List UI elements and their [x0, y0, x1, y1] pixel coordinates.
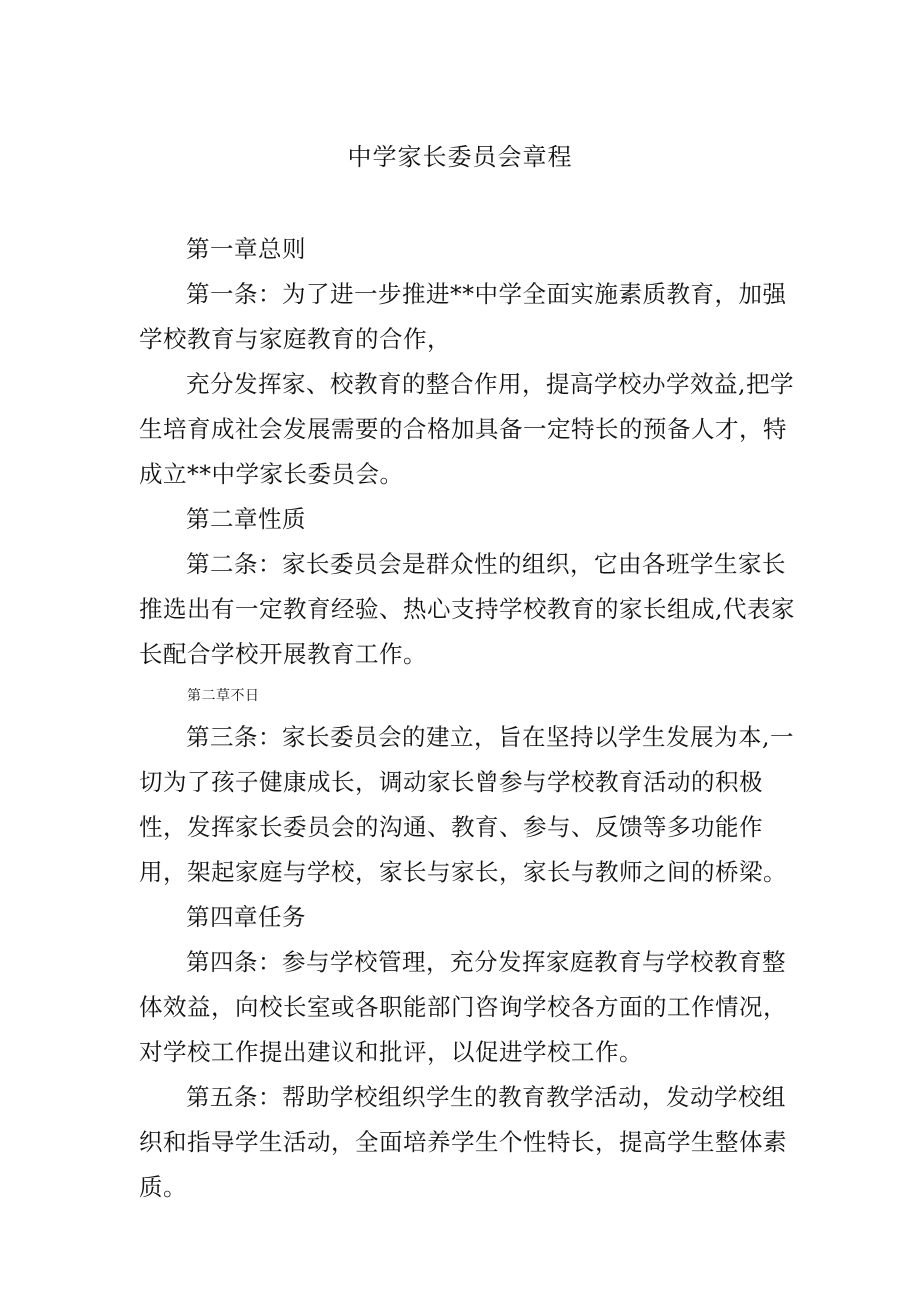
article-5: 第五条：帮助学校组织学生的教育教学活动，发动学校组织和指导学生活动，全面培养学生个性特长，提高学生整体素质。: [139, 1083, 787, 1201]
chapter-3-heading: 第二草不日: [187, 688, 260, 704]
article-1-part-2: 充分发挥家、校教育的整合作用，提高学校办学效益,把学生培育成社会发展需要的合格加具备一定特长的预备人才，特成立**中学家长委员会。: [139, 370, 794, 488]
article-4: 第四条：参与学校管理，充分发挥家庭教育与学校教育整体效益，向校长室或各职能部门咨询学校各方面的工作情况，对学校工作提出建议和批评，以促进学校工作。: [139, 948, 787, 1066]
chapter-4-heading: 第四章任务: [186, 903, 306, 931]
article-2: 第二条：家长委员会是群众性的组织，它由各班学生家长推选出有一定教育经验、热心支持学校教育的家长组成,代表家长配合学校开展教育工作。: [139, 550, 795, 668]
document-title: 中学家长委员会章程: [347, 143, 573, 171]
document-body: [139, 227, 799, 1210]
article-1-part-1: 第一条：为了进一步推进**中学全面实施素质教育，加强学校教育与家庭教育的合作，: [139, 280, 787, 353]
chapter-1-heading: 第一章总则: [186, 235, 306, 263]
chapter-2-heading: 第二章性质: [186, 505, 306, 533]
article-3: 第三条：家长委员会的建立，旨在坚持以学生发展为本,一切为了孩子健康成长，调动家长曾参与学校教育活动的积极性，发挥家长委员会的沟通、教育、参与、反馈等多功能作用，架起家庭与学校，家长与家长，家长与教师之间的桥梁。: [139, 723, 794, 886]
